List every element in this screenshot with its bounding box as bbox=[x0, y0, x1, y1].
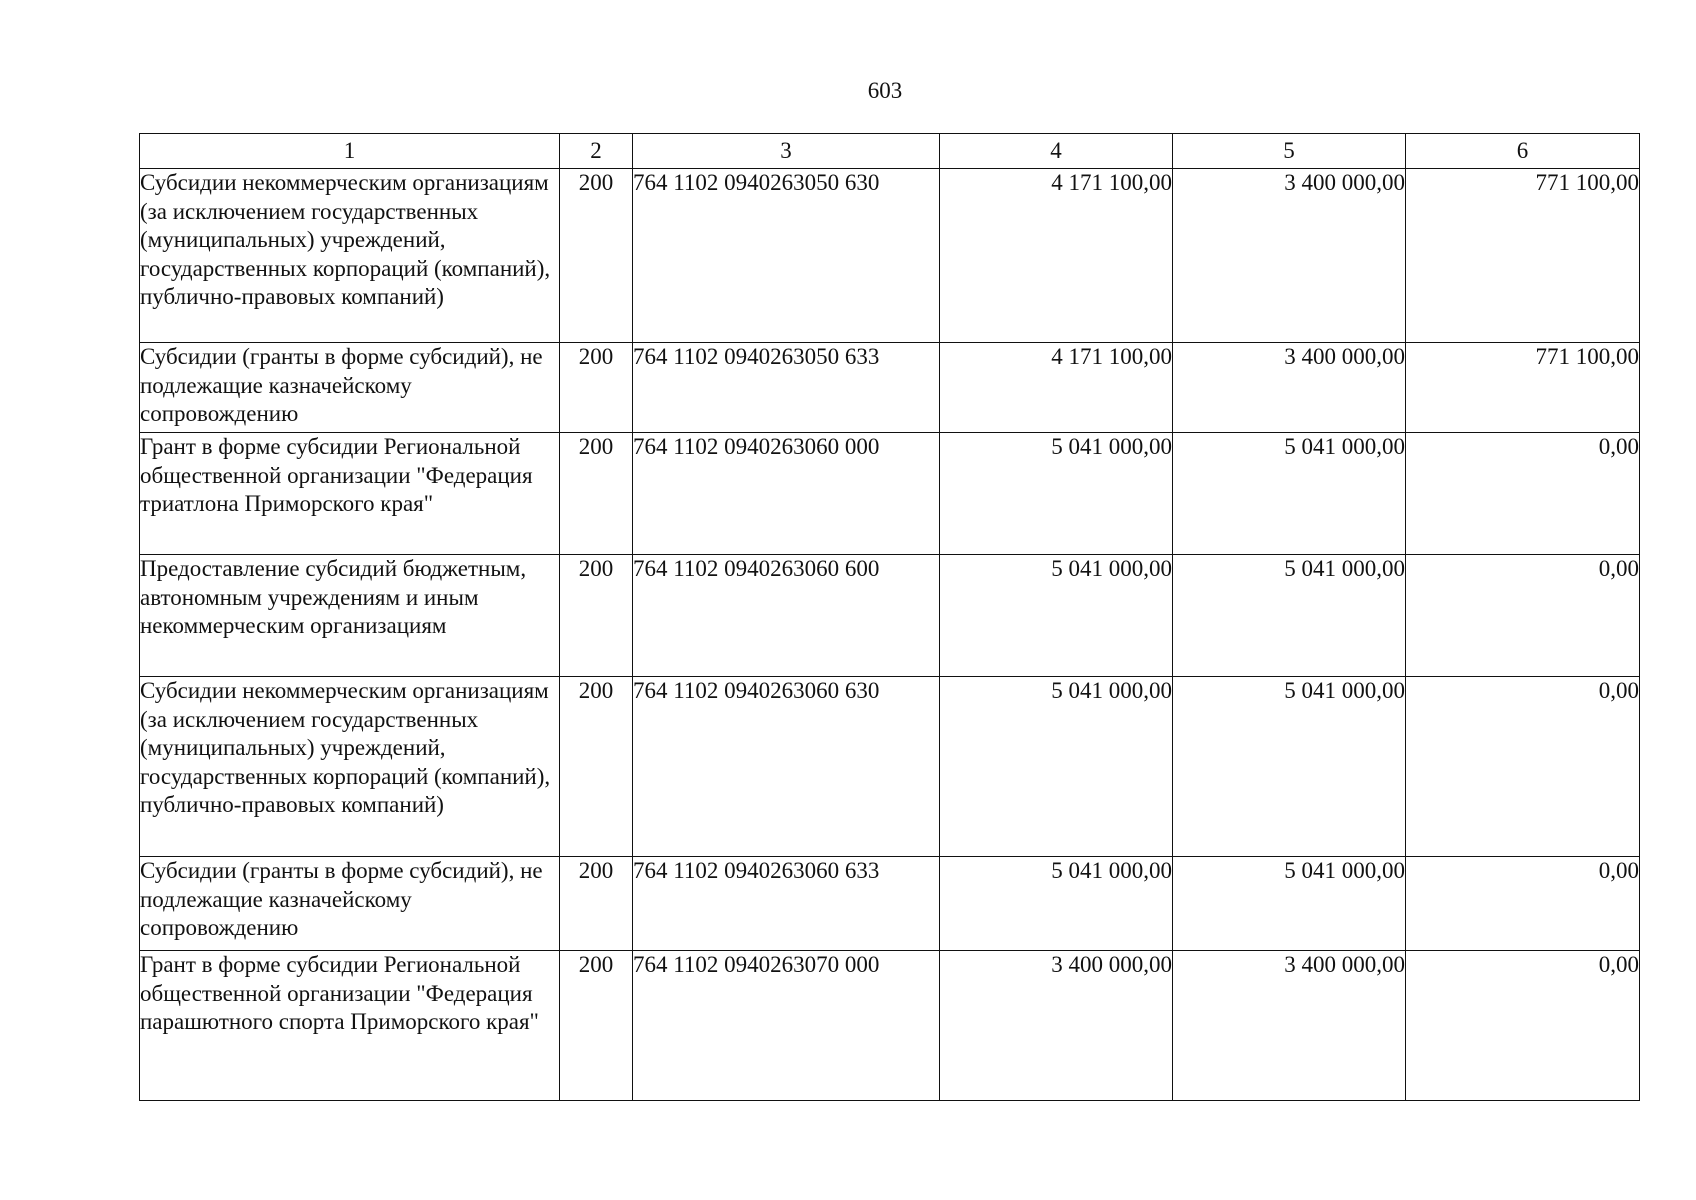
column-header-2: 2 bbox=[560, 134, 633, 169]
row-name: Субсидии (гранты в форме субсидий), не подлежащие казначейскому сопровождению bbox=[140, 343, 560, 433]
row-section: 200 bbox=[560, 555, 633, 677]
row-section: 200 bbox=[560, 433, 633, 555]
column-header-6: 6 bbox=[1406, 134, 1640, 169]
row-section: 200 bbox=[560, 343, 633, 433]
row-col5: 5 041 000,00 bbox=[1173, 677, 1406, 857]
row-name: Предоставление субсидий бюджетным, автономным учреждениям и иным некоммерческим организациям bbox=[140, 555, 560, 677]
budget-table bbox=[139, 133, 1640, 1101]
table-row bbox=[140, 433, 1640, 555]
row-col5: 3 400 000,00 bbox=[1173, 343, 1406, 433]
row-col4: 4 171 100,00 bbox=[940, 169, 1173, 343]
table-row bbox=[140, 343, 1640, 433]
row-col4: 5 041 000,00 bbox=[940, 433, 1173, 555]
row-name: Грант в форме субсидии Региональной общественной организации "Федерация парашютного спорта Приморского края" bbox=[140, 951, 560, 1101]
column-header-5: 5 bbox=[1173, 134, 1406, 169]
table-header-row bbox=[140, 134, 1640, 169]
row-col4: 5 041 000,00 bbox=[940, 555, 1173, 677]
row-code: 764 1102 0940263060 600 bbox=[633, 555, 940, 677]
row-section: 200 bbox=[560, 857, 633, 951]
column-header-1: 1 bbox=[140, 134, 560, 169]
row-col6: 771 100,00 bbox=[1406, 343, 1640, 433]
row-col6: 0,00 bbox=[1406, 951, 1640, 1101]
row-col5: 3 400 000,00 bbox=[1173, 169, 1406, 343]
table-row bbox=[140, 951, 1640, 1101]
column-header-3: 3 bbox=[633, 134, 940, 169]
row-col5: 5 041 000,00 bbox=[1173, 433, 1406, 555]
row-col6: 0,00 bbox=[1406, 677, 1640, 857]
row-col6: 0,00 bbox=[1406, 857, 1640, 951]
table-row bbox=[140, 677, 1640, 857]
row-code: 764 1102 0940263060 000 bbox=[633, 433, 940, 555]
row-col5: 5 041 000,00 bbox=[1173, 857, 1406, 951]
row-name: Субсидии (гранты в форме субсидий), не подлежащие казначейскому сопровождению bbox=[140, 857, 560, 951]
row-name: Субсидии некоммерческим организациям (за исключением государственных (муниципальных) учреждений, государственных корпораций (компаний), публично-правовых компаний) bbox=[140, 677, 560, 857]
row-name: Грант в форме субсидии Региональной общественной организации "Федерация триатлона Приморского края" bbox=[140, 433, 560, 555]
row-col6: 0,00 bbox=[1406, 555, 1640, 677]
row-section: 200 bbox=[560, 951, 633, 1101]
table-row bbox=[140, 555, 1640, 677]
row-code: 764 1102 0940263070 000 bbox=[633, 951, 940, 1101]
row-col5: 3 400 000,00 bbox=[1173, 951, 1406, 1101]
row-code: 764 1102 0940263060 633 bbox=[633, 857, 940, 951]
table-row bbox=[140, 169, 1640, 343]
row-col4: 5 041 000,00 bbox=[940, 677, 1173, 857]
row-col4: 3 400 000,00 bbox=[940, 951, 1173, 1101]
row-name: Субсидии некоммерческим организациям (за исключением государственных (муниципальных) учреждений, государственных корпораций (компаний), публично-правовых компаний) bbox=[140, 169, 560, 343]
row-section: 200 bbox=[560, 677, 633, 857]
row-col5: 5 041 000,00 bbox=[1173, 555, 1406, 677]
page-number: 603 bbox=[867, 78, 903, 103]
row-code: 764 1102 0940263050 633 bbox=[633, 343, 940, 433]
row-code: 764 1102 0940263060 630 bbox=[633, 677, 940, 857]
row-col6: 771 100,00 bbox=[1406, 169, 1640, 343]
table-row bbox=[140, 857, 1640, 951]
column-header-4: 4 bbox=[940, 134, 1173, 169]
row-code: 764 1102 0940263050 630 bbox=[633, 169, 940, 343]
row-section: 200 bbox=[560, 169, 633, 343]
row-col6: 0,00 bbox=[1406, 433, 1640, 555]
row-col4: 5 041 000,00 bbox=[940, 857, 1173, 951]
row-col4: 4 171 100,00 bbox=[940, 343, 1173, 433]
